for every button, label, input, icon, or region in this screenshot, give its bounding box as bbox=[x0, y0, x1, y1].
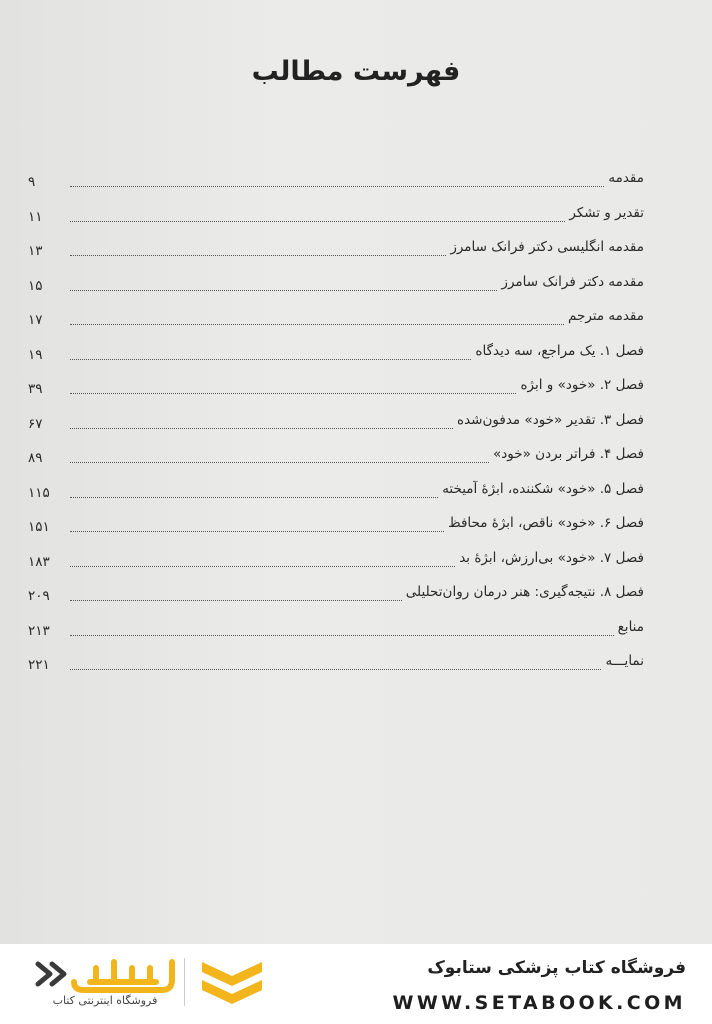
toc-leader-dots bbox=[70, 316, 564, 325]
toc-entry-page: ۱۷ bbox=[28, 312, 43, 328]
toc-entry-page: ۹ bbox=[28, 174, 36, 190]
toc-leader-dots bbox=[70, 592, 402, 601]
toc-entry bbox=[28, 546, 644, 581]
toc-entry-page: ۶۷ bbox=[28, 415, 43, 432]
toc-leader-dots bbox=[70, 489, 438, 498]
toc-entry bbox=[28, 373, 644, 408]
toc-entry-label: فصل ۶. «خود» ناقص، ابژهٔ محافظ bbox=[448, 515, 644, 531]
toc-entry-page: ۱۳ bbox=[28, 243, 43, 259]
toc-entry bbox=[28, 580, 644, 615]
toc-entry-page: ۱۱ bbox=[28, 208, 43, 225]
toc-leader-dots bbox=[70, 523, 444, 532]
toc-entry-page: ۱۸۳ bbox=[28, 553, 50, 570]
toc-entry-page: ۲۲۱ bbox=[28, 657, 50, 673]
toc-list bbox=[28, 166, 644, 684]
toc-leader-dots bbox=[70, 178, 604, 187]
brand-chevron-icon bbox=[196, 956, 268, 1008]
toc-leader-dots bbox=[70, 627, 614, 636]
brand-subtitle: فروشگاه اینترنتی کتاب bbox=[52, 994, 158, 1007]
toc-entry-label: مقدمه دکتر فرانک سامرز bbox=[501, 273, 644, 290]
toc-entry bbox=[28, 166, 644, 201]
toc-entry-label: مقدمه مترجم bbox=[568, 308, 644, 324]
toc-leader-dots bbox=[70, 213, 565, 222]
footer-banner bbox=[0, 944, 712, 1024]
toc-leader-dots bbox=[70, 454, 489, 463]
toc-entry-label: تقدیر و تشکر bbox=[569, 204, 644, 221]
toc-entry-label: فصل ۵. «خود» شکننده، ابژهٔ آمیخته bbox=[442, 480, 644, 497]
toc-entry bbox=[28, 339, 644, 374]
toc-entry-label: فصل ۷. «خود» بی‌ارزش، ابژهٔ بد bbox=[459, 549, 644, 566]
toc-entry-label: فصل ۸. نتیجه‌گیری: هنر درمان روان‌تحلیلی bbox=[405, 584, 644, 600]
toc-entry-label: نمایـــه bbox=[605, 653, 644, 669]
footer-divider bbox=[184, 958, 185, 1006]
toc-entry bbox=[28, 408, 644, 443]
toc-entry-label: مقدمه انگلیسی دکتر فرانک سامرز bbox=[450, 239, 644, 255]
toc-entry-label: فصل ۲. «خود» و ابژه bbox=[520, 377, 644, 393]
brand-logo-icon bbox=[30, 952, 180, 996]
toc-leader-dots bbox=[70, 558, 455, 567]
toc-leader-dots bbox=[70, 247, 446, 256]
toc-entry-page: ۳۹ bbox=[28, 381, 43, 397]
toc-entry bbox=[28, 304, 644, 339]
toc-entry bbox=[28, 477, 644, 512]
toc-entry-page: ۱۵۱ bbox=[28, 519, 50, 535]
toc-entry-page: ۱۵ bbox=[28, 277, 43, 294]
toc-entry bbox=[28, 270, 644, 305]
toc-entry-label: فصل ۴. فراتر بردن «خود» bbox=[493, 446, 644, 462]
toc-entry bbox=[28, 649, 644, 684]
toc-entry-label: فصل ۱. یک مراجع، سه دیدگاه bbox=[475, 342, 644, 359]
toc-entry-page: ۸۹ bbox=[28, 450, 43, 466]
toc-entry bbox=[28, 442, 644, 477]
toc-entry bbox=[28, 201, 644, 236]
toc-leader-dots bbox=[70, 420, 453, 429]
shop-url-link[interactable]: WWW.SETABOOK.COM bbox=[392, 992, 686, 1014]
toc-entry bbox=[28, 511, 644, 546]
shop-name: فروشگاه کتاب پزشکی ستابوک bbox=[427, 958, 686, 978]
toc-entry-label: فصل ۳. تقدیر «خود» مدفون‌شده bbox=[457, 411, 644, 428]
toc-entry-page: ۱۱۵ bbox=[28, 484, 50, 501]
toc-entry-page: ۲۱۳ bbox=[28, 622, 50, 639]
toc-entry bbox=[28, 615, 644, 650]
toc-leader-dots bbox=[70, 385, 516, 394]
toc-leader-dots bbox=[70, 282, 497, 291]
toc-entry-page: ۱۹ bbox=[28, 346, 43, 363]
toc-entry bbox=[28, 235, 644, 270]
toc-leader-dots bbox=[70, 661, 601, 670]
toc-leader-dots bbox=[70, 351, 471, 360]
toc-entry-page: ۲۰۹ bbox=[28, 588, 50, 604]
toc-title: فهرست مطالب bbox=[251, 56, 461, 87]
toc-entry-label: منابع bbox=[617, 618, 644, 635]
toc-entry-label: مقدمه bbox=[608, 170, 644, 186]
